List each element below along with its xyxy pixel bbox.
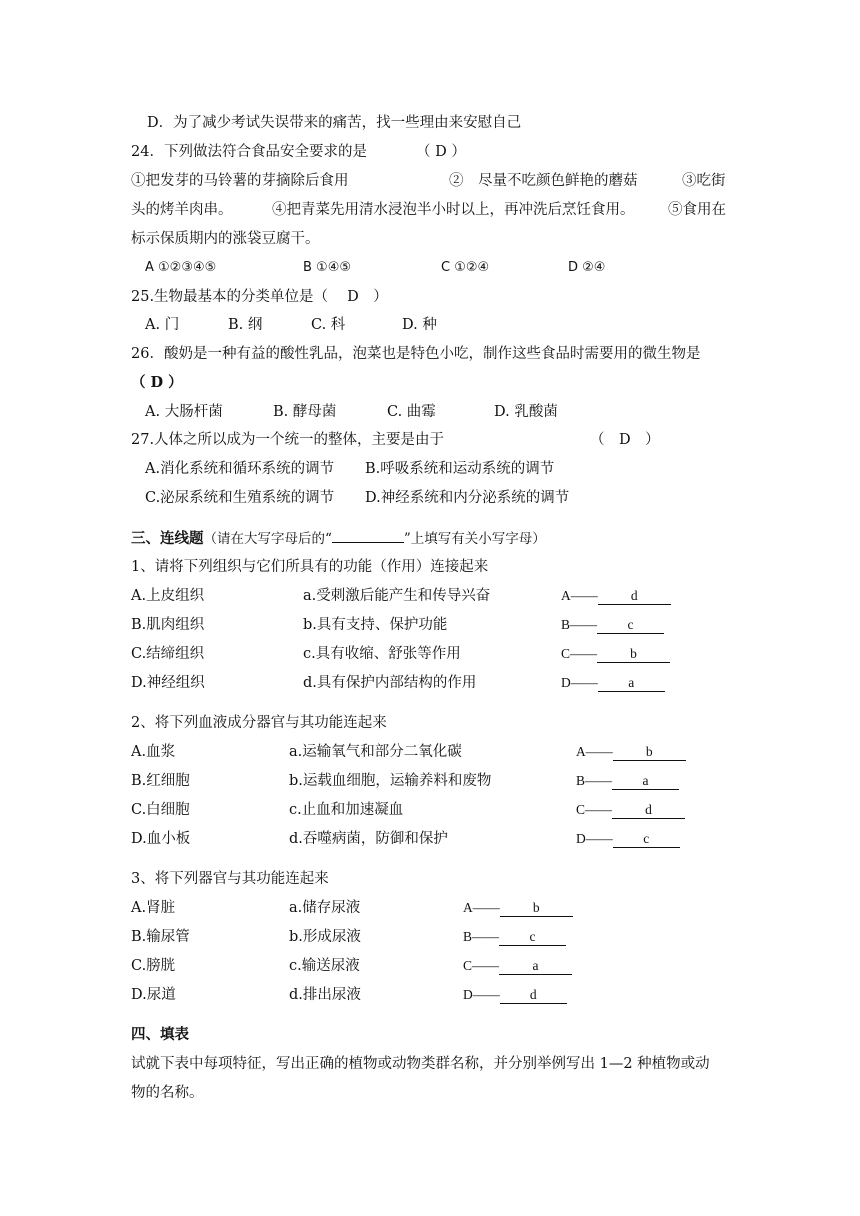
match-2-left-c: C.白细胞 (131, 802, 190, 818)
q24-option-d: D ②④ (568, 260, 606, 275)
q24-option-b: B ①④⑤ (303, 260, 352, 275)
q24-line-1: ①把发芽的马铃薯的芽摘除后食用 ② 尽量不吃颜色鲜艳的蘑菇 ③吃街 (131, 173, 726, 189)
match-1-answer-a[interactable]: d (598, 588, 671, 605)
q26-option-d: D. 乳酸菌 (494, 404, 558, 420)
match-1-pair-a: A—— d (561, 586, 671, 606)
match-3-answer-b[interactable]: c (499, 929, 566, 946)
match-1-answer-b[interactable]: c (597, 617, 664, 634)
q26-answer: （ D ） (131, 374, 183, 391)
match-1-left-b: B.肌肉组织 (131, 617, 205, 633)
q24-stem: 24．下列做法符合食品安全要求的是 （ D ） (131, 144, 466, 160)
q25-stem: 25.生物最基本的分类单位是（ D ） (131, 289, 388, 305)
match-2-mid-c: c.止血和加速凝血 (289, 802, 404, 818)
q26-option-a: A. 大肠杆菌 (145, 404, 223, 420)
q24-answer: （ D ） (416, 144, 466, 160)
match-2-answer-b[interactable]: a (612, 773, 679, 790)
match-2-left-d: D.血小板 (131, 831, 191, 847)
match-1-mid-b: b.具有支持、保护功能 (303, 617, 448, 633)
match-1-mid-d: d.具有保护内部结构的作用 (303, 675, 477, 691)
q25-option-b: B. 纲 (228, 317, 263, 333)
match-3-left-c: C.膀胱 (131, 958, 176, 974)
match-2-left-b: B.红细胞 (131, 773, 190, 789)
q27-option-b: B.呼吸系统和运动系统的调节 (365, 461, 555, 477)
match-2-pair-c: C—— d (576, 800, 685, 820)
section-3-heading: 三、连线题（请在大写字母后的“ ”上填写有关小写字母） (131, 528, 546, 549)
q24-line-3: 标示保质期内的涨袋豆腐干。 (131, 231, 320, 247)
q27-option-d: D.神经系统和内分泌系统的调节 (365, 490, 570, 506)
match-3-pair-a: A—— b (463, 898, 573, 918)
match-2-left-a: A.血浆 (131, 744, 176, 760)
match-2-answer-d[interactable]: c (613, 831, 680, 848)
match-1-title: 1、请将下列组织与它们所具有的功能（作用）连接起来 (131, 559, 489, 575)
q26-option-c: C. 曲霉 (387, 404, 436, 420)
match-3-answer-d[interactable]: d (500, 987, 567, 1004)
match-3-pair-b: B—— c (463, 927, 566, 947)
example-blank (332, 528, 404, 543)
q27-answer: （ D ） (590, 432, 660, 448)
match-1-left-c: C.结缔组织 (131, 646, 205, 662)
q25-option-d: D. 种 (402, 317, 437, 333)
match-3-title: 3、将下列器官与其功能连起来 (131, 871, 329, 887)
q24-line-2: 头的烤羊肉串。 ④把青菜先用清水浸泡半小时以上，再冲洗后烹饪食用。 ⑤食用在 (131, 202, 726, 218)
q25-option-c: C. 科 (311, 317, 346, 333)
section-4-heading: 四、填表 (131, 1027, 189, 1043)
match-3-mid-b: b.形成尿液 (289, 929, 361, 945)
match-3-left-d: D.尿道 (131, 987, 176, 1003)
match-1-pair-d: D—— a (561, 673, 665, 693)
q27-option-c: C.泌尿系统和生殖系统的调节 (145, 490, 335, 506)
match-2-mid-d: d.吞噬病菌，防御和保护 (289, 831, 448, 847)
match-1-left-a: A.上皮组织 (131, 588, 205, 604)
section-4-instruction-line-1: 试就下表中每项特征，写出正确的植物或动物类群名称，并分别举例写出 1—2 种植物或动 (131, 1056, 710, 1072)
match-2-answer-c[interactable]: d (612, 802, 685, 819)
match-1-left-d: D.神经组织 (131, 675, 205, 691)
q27-stem: 27.人体之所以成为一个统一的整体，主要是由于 （ D ） (131, 432, 660, 448)
q25-option-a: A. 门 (145, 317, 180, 333)
section-4-instruction-line-2: 物的名称。 (131, 1085, 204, 1101)
match-3-pair-d: D—— d (463, 985, 567, 1005)
match-1-answer-d[interactable]: a (598, 675, 665, 692)
q26-option-b: B. 酵母菌 (273, 404, 337, 420)
q24-option-a: A ①②③④⑤ (145, 260, 217, 275)
match-2-pair-a: A—— b (576, 742, 686, 762)
match-3-pair-c: C—— a (463, 956, 572, 976)
match-3-left-a: A.肾脏 (131, 900, 176, 916)
match-2-pair-b: B—— a (576, 771, 679, 791)
q26-stem: 26．酸奶是一种有益的酸性乳品，泡菜也是特色小吃，制作这些食品时需要用的微生物是 (131, 346, 701, 362)
match-1-mid-a: a.受刺激后能产生和传导兴奋 (303, 588, 491, 604)
q24-option-c: C ①②④ (441, 260, 490, 275)
match-2-pair-d: D—— c (576, 829, 680, 849)
q23-option-d: D．为了减少考试失误带来的痛苦，找一些理由来安慰自己 (147, 115, 522, 131)
match-3-left-b: B.输尿管 (131, 929, 190, 945)
match-3-answer-c[interactable]: a (499, 958, 572, 975)
match-3-answer-a[interactable]: b (500, 900, 573, 917)
match-1-pair-b: B—— c (561, 615, 664, 635)
match-3-mid-a: a.储存尿液 (289, 900, 361, 916)
match-3-mid-c: c.输送尿液 (289, 958, 360, 974)
q27-option-a: A.消化系统和循环系统的调节 (145, 461, 335, 477)
match-1-mid-c: c.具有收缩、舒张等作用 (303, 646, 461, 662)
match-2-answer-a[interactable]: b (613, 744, 686, 761)
match-2-mid-a: a.运输氧气和部分二氧化碳 (289, 744, 462, 760)
match-3-mid-d: d.排出尿液 (289, 987, 361, 1003)
match-2-mid-b: b.运载血细胞，运输养料和废物 (289, 773, 492, 789)
match-1-pair-c: C—— b (561, 644, 670, 664)
match-2-title: 2、将下列血液成分器官与其功能连起来 (131, 715, 387, 731)
match-1-answer-c[interactable]: b (597, 646, 670, 663)
